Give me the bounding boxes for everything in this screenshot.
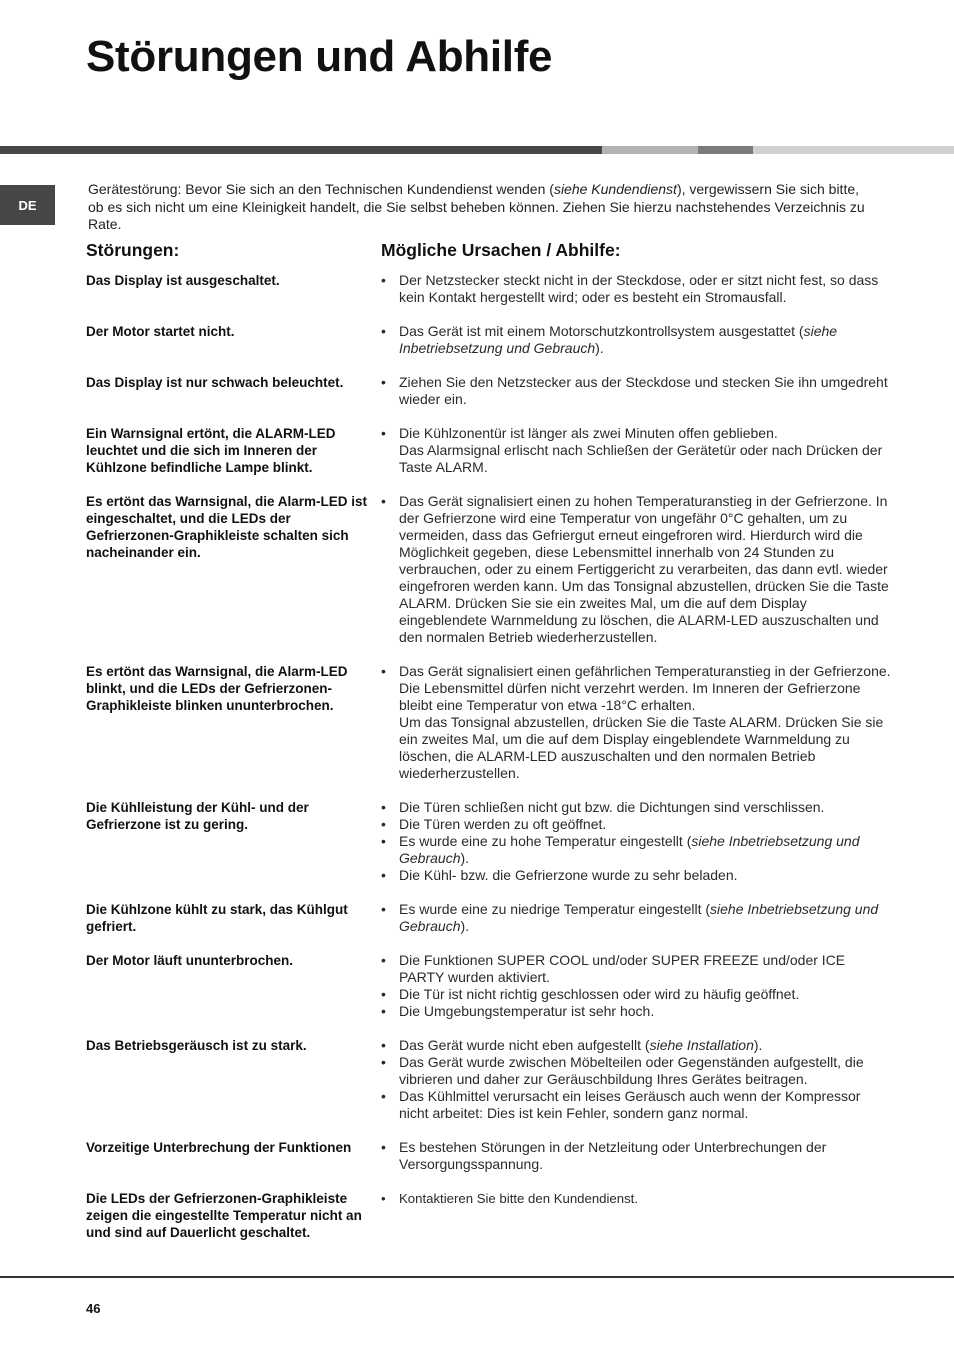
causes-list — [381, 374, 891, 408]
causes-list — [381, 901, 891, 935]
cause-item — [381, 1003, 891, 1020]
page-title: Störungen und Abhilfe — [86, 32, 553, 81]
cause-text: Die Tür ist nicht richtig geschlossen oder wird zu häufig geöffnet. — [399, 986, 800, 1002]
cause-text: Das Gerät signalisiert einen gefährlichen Temperaturanstieg in der Gefrierzone. Die Lebensmittel dürfen nicht verzehrt werden. Im Inneren der Gefrierzone bleibt eine Temperatur von etwa -18°C erhalten. Um das Tonsignal abzustellen, drücken Sie die Taste ALARM. Drücken Sie sie ein zweites Mal, um die auf dem Display eingeblendete Warnmeldung zu löschen, die ALARM-LED auszuschalten und den normalen Betrieb wiederherzustellen. — [399, 663, 891, 781]
causes-list — [381, 1037, 891, 1122]
cause-item — [381, 952, 891, 986]
cause-text: Die Türen werden zu oft geöffnet. — [399, 816, 607, 832]
cause-item — [381, 374, 891, 408]
cause-item — [381, 323, 891, 357]
cause-text-end: ). — [753, 1037, 763, 1053]
problem-text: Das Display ist ausgeschaltet. — [86, 273, 280, 288]
causes-list — [381, 323, 891, 357]
footer-divider — [0, 1276, 954, 1278]
cause-text: Das Gerät wurde zwischen Möbelteilen oder Gegenständen aufgestellt, die vibrieren und daher zur Geräuschbildung Ihres Gerätes beitragen. — [399, 1054, 864, 1087]
language-tab: DE — [0, 185, 55, 225]
intro-reference: siehe Kundendienst — [553, 181, 677, 197]
cause-item — [381, 799, 891, 816]
causes-list — [381, 952, 891, 1020]
problems-heading: Störungen: — [86, 240, 180, 260]
cause-text: Das Gerät signalisiert einen zu hohen Temperaturanstieg in der Gefrierzone. In der Gefrierzone wird eine Temperatur von ungefähr 0°C gehalten, um zu vermeiden, dass das Gefriergut erneut eingefroren wird. Hierdurch wird die Möglichkeit gegeben, diese Lebensmittel innerhalb von 24 Stunden zu verbrauchen, oder zu einem Fertiggericht zu verarbeiten, das dann evtl. wieder eingefroren werden kann. Um das Tonsignal abzustellen, drücken Sie die Taste ALARM. Drücken Sie sie ein zweites Mal, um die auf dem Display eingeblendete Warnmeldung zu löschen, die ALARM-LED auszuschalten und den normalen Betrieb wiederherzustellen. — [399, 493, 889, 645]
problem-text: Ein Warnsignal ertönt, die ALARM-LED leuchtet und die sich im Inneren der Kühlzone befindliche Lampe blinkt. — [86, 426, 336, 475]
problem-text: Die Kühlleistung der Kühl- und der Gefrierzone ist zu gering. — [86, 800, 309, 832]
problem-text: Es ertönt das Warnsignal, die Alarm-LED ist eingeschaltet, und die LEDs der Gefrierzonen-Graphikleiste schalten sich nacheinander ein. — [86, 494, 368, 560]
cause-text: Das Gerät wurde nicht eben aufgestellt ( — [399, 1037, 650, 1053]
cause-item — [381, 867, 891, 884]
causes-list — [381, 799, 891, 884]
causes-heading: Mögliche Ursachen / Abhilfe: — [381, 240, 621, 260]
cause-text: Ziehen Sie den Netzstecker aus der Steckdose und stecken Sie ihn umgedreht wieder ein. — [399, 374, 888, 407]
problem-text: Es ertönt das Warnsignal, die Alarm-LED blinkt, und die LEDs der Gefrierzonen-Graphikleiste blinken ununterbrochen. — [86, 664, 348, 713]
cause-text: Die Kühl- bzw. die Gefrierzone wurde zu sehr beladen. — [399, 867, 738, 883]
cause-item — [381, 816, 891, 833]
causes-list — [381, 272, 891, 306]
cause-text: Kontaktieren Sie bitte den Kundendienst. — [399, 1191, 639, 1206]
cause-text: Das Gerät ist mit einem Motorschutzkontrollsystem ausgestattet ( — [399, 323, 804, 339]
cause-item — [381, 1139, 891, 1173]
problem-text: Der Motor startet nicht. — [86, 324, 235, 339]
cause-item — [381, 1088, 891, 1122]
cause-text-end: ). — [460, 918, 470, 934]
intro-text: Gerätestörung: Bevor Sie sich an den Technischen Kundendienst wenden ( — [88, 181, 554, 197]
cause-reference: siehe Inbetriebsetzung und Gebrauch — [399, 901, 879, 934]
problem-text: Das Display ist nur schwach beleuchtet. — [86, 375, 344, 390]
cause-item — [381, 901, 891, 935]
causes-list — [381, 493, 891, 646]
cause-item — [381, 1054, 891, 1088]
intro-text-end: ), vergewissern Sie sich bitte, ob es sich nicht um eine Kleinigkeit handelt, die Sie selbst beheben können. Ziehen Sie hierzu nachstehendes Verzeichnis zu Rate. — [88, 181, 865, 232]
header-bar-dark — [0, 146, 602, 154]
cause-item — [381, 833, 891, 867]
cause-text: Die Umgebungstemperatur ist sehr hoch. — [399, 1003, 655, 1019]
cause-text-end: ). — [460, 850, 470, 866]
header-bar-mid — [698, 146, 753, 154]
header-bar-light-end — [753, 146, 954, 154]
page-number: 46 — [86, 1301, 101, 1316]
causes-list — [381, 1139, 891, 1173]
causes-list — [381, 1190, 891, 1207]
problem-text: Vorzeitige Unterbrechung der Funktionen — [86, 1140, 352, 1155]
cause-item — [381, 1037, 891, 1054]
cause-item — [381, 493, 891, 646]
cause-reference: siehe Installation — [649, 1037, 754, 1053]
cause-text: Die Türen schließen nicht gut bzw. die Dichtungen sind verschlissen. — [399, 799, 825, 815]
cause-text: Die Funktionen SUPER COOL und/oder SUPER FREEZE und/oder ICE PARTY wurden aktiviert. — [399, 952, 846, 985]
cause-item — [381, 1190, 891, 1207]
problem-text: Die LEDs der Gefrierzonen-Graphikleiste zeigen die eingestellte Temperatur nicht an und sind auf Dauerlicht geschaltet. — [86, 1191, 362, 1240]
cause-reference: siehe Inbetriebsetzung und Gebrauch — [399, 833, 860, 866]
problem-text: Die Kühlzone kühlt zu stark, das Kühlgut gefriert. — [86, 902, 348, 934]
problem-text: Das Betriebsgeräusch ist zu stark. — [86, 1038, 307, 1053]
header-bar-light — [602, 146, 698, 154]
cause-item — [381, 663, 891, 782]
cause-reference: siehe Inbetriebsetzung und Gebrauch — [399, 323, 838, 356]
cause-item — [381, 272, 891, 306]
cause-text: Der Netzstecker steckt nicht in der Steckdose, oder er sitzt nicht fest, so dass kein Kontakt hergestellt wird; oder es besteht ein Stromausfall. — [399, 272, 879, 305]
intro-paragraph — [88, 181, 878, 234]
cause-text: Die Kühlzonentür ist länger als zwei Minuten offen geblieben. Das Alarmsignal erlischt nach Schließen der Gerätetür oder nach Drücken der Taste ALARM. — [399, 425, 883, 475]
causes-list — [381, 663, 891, 782]
causes-list — [381, 425, 891, 476]
cause-text: Es wurde eine zu niedrige Temperatur eingestellt ( — [399, 901, 711, 917]
cause-item — [381, 986, 891, 1003]
problem-text: Der Motor läuft ununterbrochen. — [86, 953, 293, 968]
cause-item — [381, 425, 891, 476]
cause-text: Es bestehen Störungen in der Netzleitung oder Unterbrechungen der Versorgungsspannung. — [399, 1139, 827, 1172]
cause-text-end: ). — [595, 340, 604, 356]
cause-text: Das Kühlmittel verursacht ein leises Geräusch auch wenn der Kompressor nicht arbeitet: Dies ist kein Fehler, sondern ganz normal. — [399, 1088, 861, 1121]
cause-text: Es wurde eine zu hohe Temperatur eingestellt ( — [399, 833, 692, 849]
